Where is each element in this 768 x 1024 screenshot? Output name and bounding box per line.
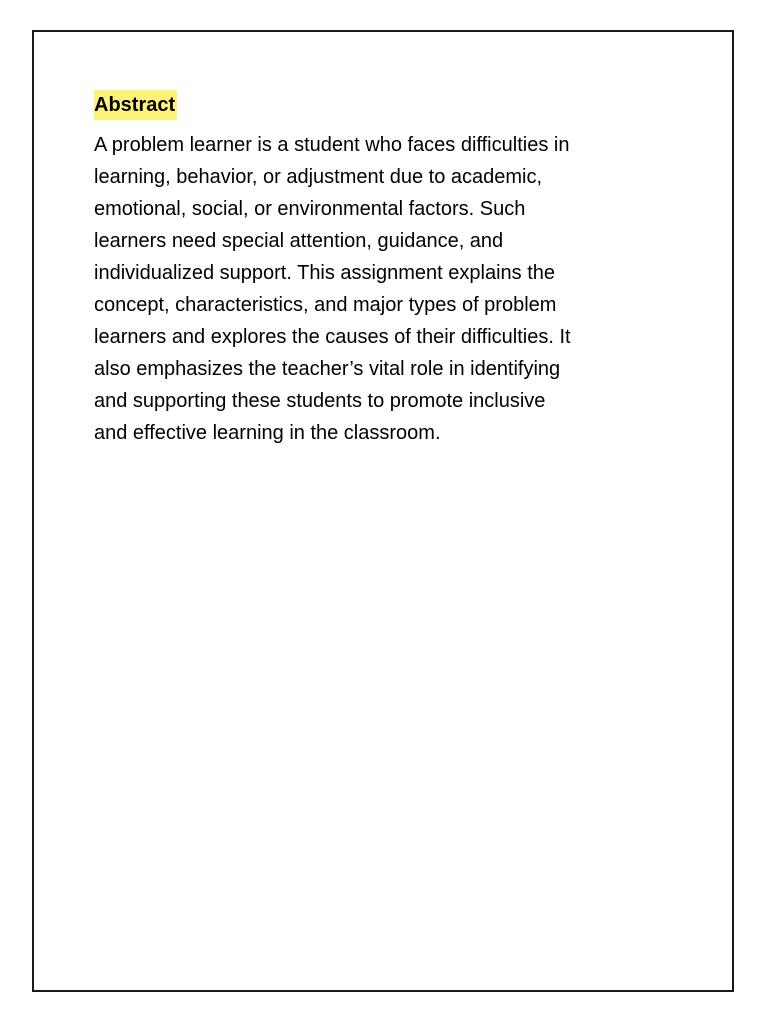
abstract-heading: Abstract	[94, 90, 177, 120]
abstract-paragraph	[94, 129, 672, 449]
abstract-line: and supporting these students to promote inclusive	[94, 390, 546, 412]
abstract-line: learning, behavior, or adjustment due to academic,	[94, 166, 543, 188]
abstract-line: and effective learning in the classroom.	[94, 422, 441, 444]
abstract-line: emotional, social, or environmental factors. Such	[94, 198, 526, 220]
document-page	[32, 30, 734, 992]
abstract-line: learners and explores the causes of their difficulties. It	[94, 326, 571, 348]
abstract-line: individualized support. This assignment explains the	[94, 262, 556, 284]
abstract-line: also emphasizes the teacher’s vital role in identifying	[94, 358, 561, 380]
abstract-line: learners need special attention, guidance, and	[94, 230, 504, 252]
abstract-line: concept, characteristics, and major types of problem	[94, 294, 557, 316]
abstract-line: A problem learner is a student who faces difficulties in	[94, 134, 570, 156]
